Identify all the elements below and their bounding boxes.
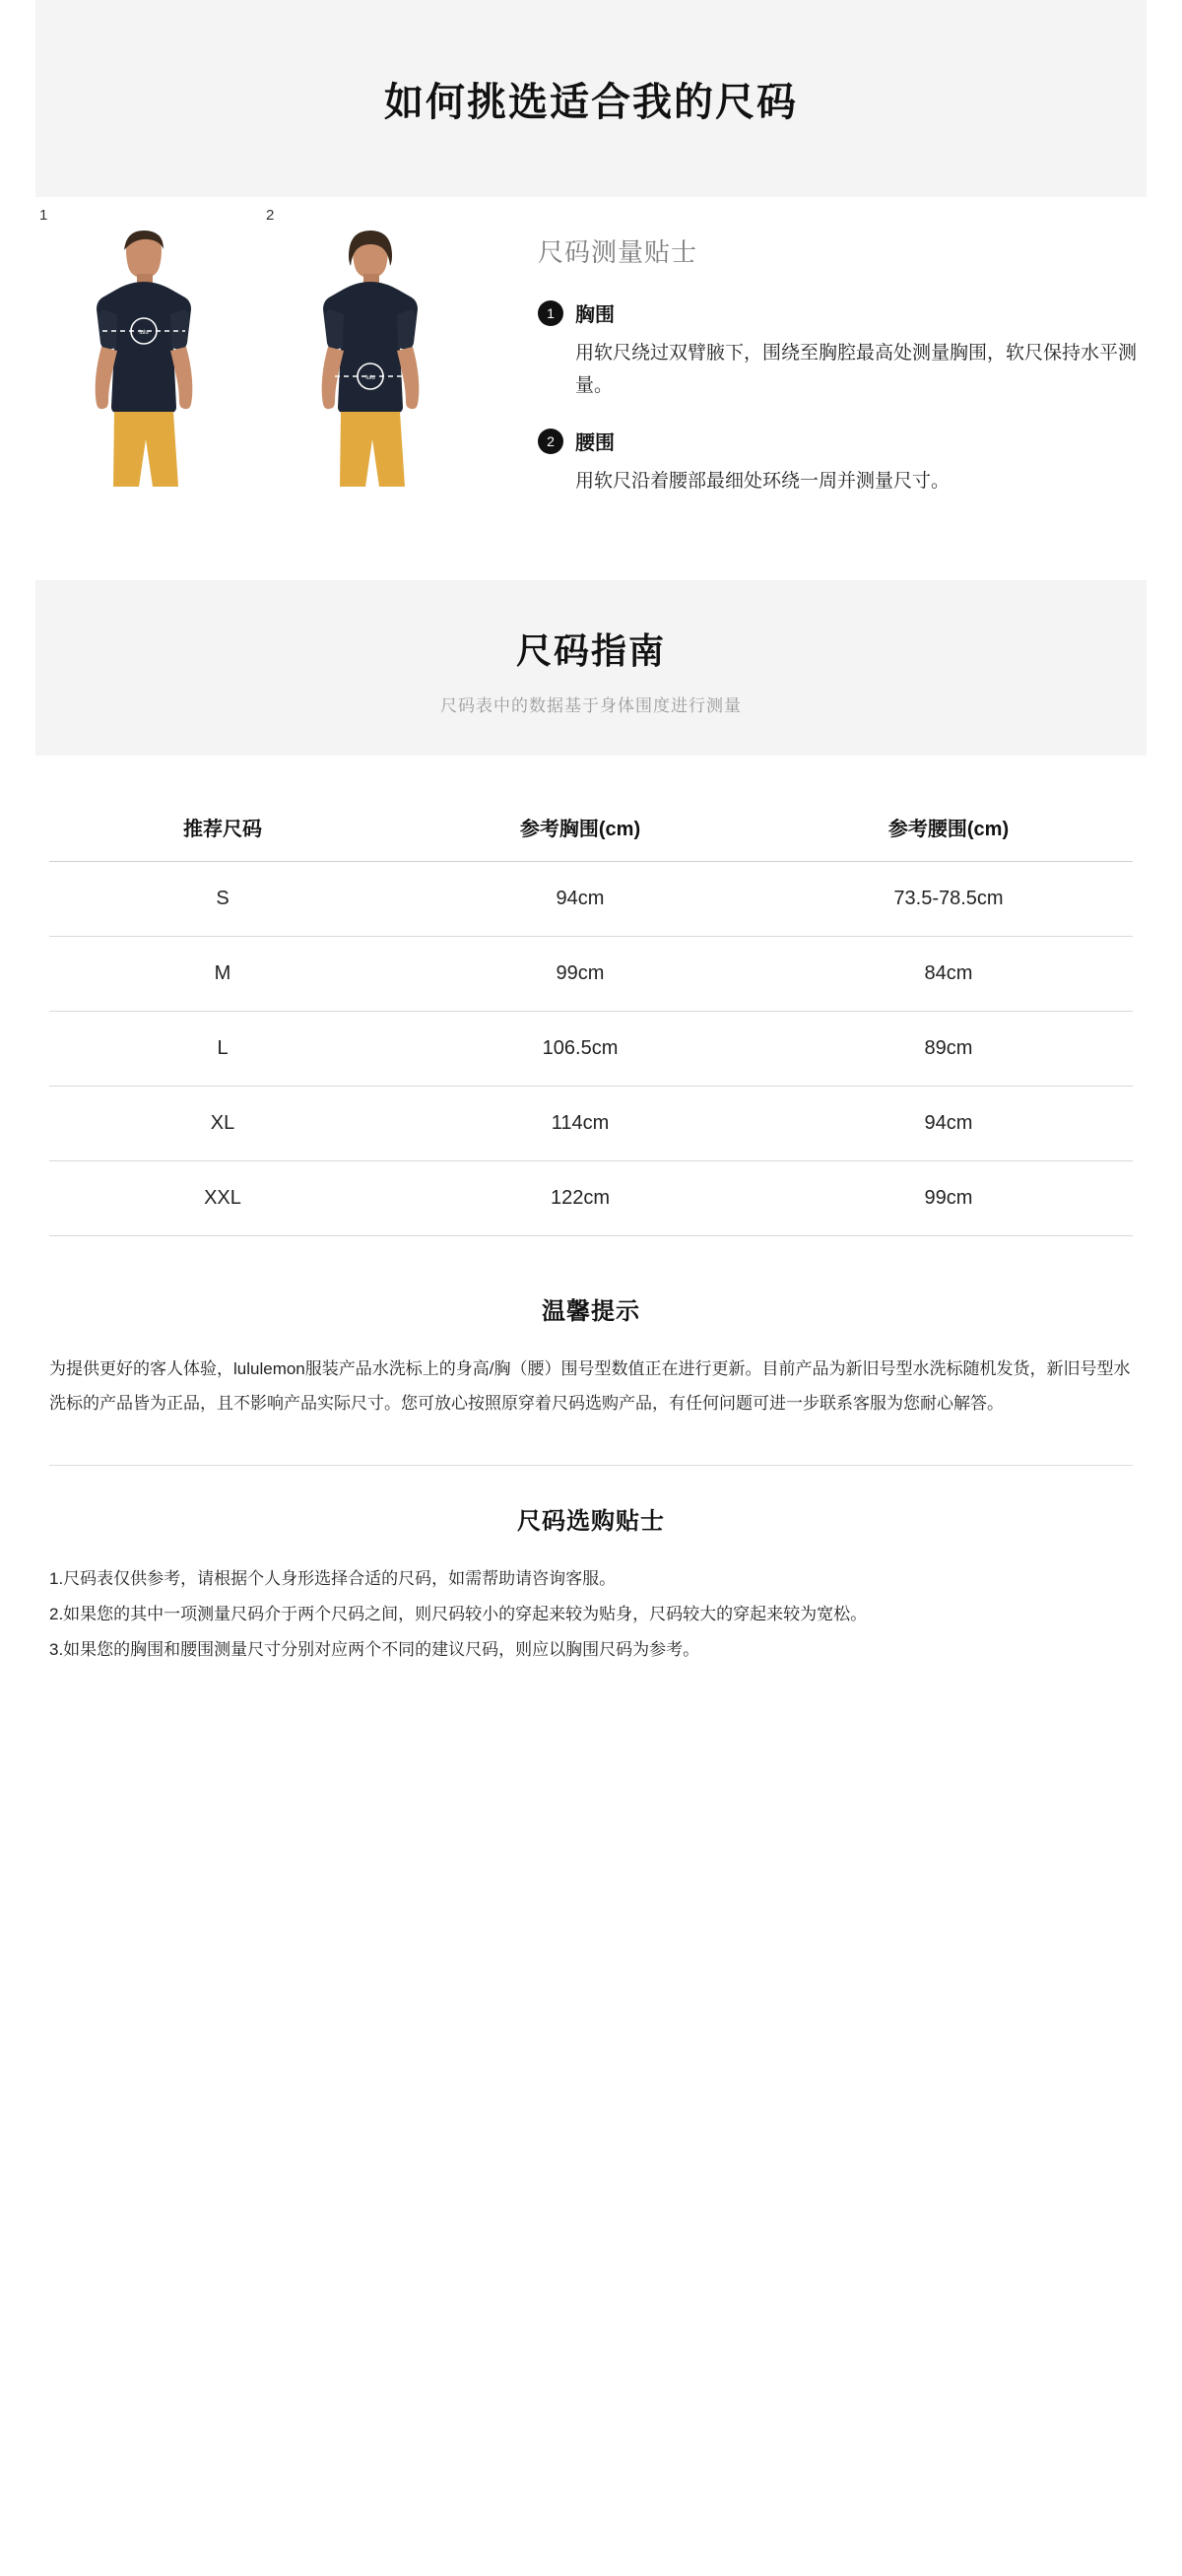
size-table <box>49 799 1133 1236</box>
buying-tip-2: 2.如果您的其中一项测量尺码介于两个尺码之间，则尺码较小的穿起来较为贴身，尺码较大的穿起来较为宽松。 <box>49 1604 868 1623</box>
buying-tips-section <box>43 1501 1139 1667</box>
cell-size: M <box>49 936 396 1011</box>
notice-text: 为提供更好的客人体验，lululemon服装产品水洗标上的身高/胸（腰）围号型数值正在进行更新。目前产品为新旧号型水洗标随机发货，新旧号型水洗标的产品皆为正品，且不影响产品实际尺寸。您可放心按照原穿着尺码选购产品，有任何问题可进一步联系客服为您耐心解答。 <box>49 1358 1131 1414</box>
notice-section <box>43 1291 1139 1421</box>
bullet-1-icon: 1 <box>538 300 563 326</box>
header-size: 推荐尺码 <box>49 799 396 862</box>
figure-gallery <box>35 207 528 491</box>
cell-chest: 122cm <box>396 1160 764 1235</box>
tip-waist-title: 腰围 <box>575 431 615 454</box>
cell-chest: 114cm <box>396 1086 764 1160</box>
cell-size: S <box>49 861 396 936</box>
tip-chest-title: 胸围 <box>575 304 615 326</box>
bottom-spacer <box>0 1667 1182 1746</box>
model-front-illustration <box>39 227 266 491</box>
section-divider <box>49 1465 1133 1466</box>
buying-tip-1: 1.尺码表仅供参考，请根据个人身形选择合适的尺码，如需帮助请咨询客服。 <box>49 1569 617 1589</box>
page-title: 如何挑选适合我的尺码 <box>384 80 798 124</box>
table-header-row <box>49 799 1133 862</box>
table-row <box>49 1160 1133 1235</box>
tip-waist-text: 用软尺沿着腰部最细处环绕一周并测量尺寸。 <box>575 470 951 492</box>
tips-text-block <box>528 215 1147 521</box>
bullet-2-icon: 2 <box>538 429 563 454</box>
cell-size: L <box>49 1011 396 1086</box>
figure-front <box>39 207 266 491</box>
size-guide-banner <box>35 580 1147 756</box>
table-row <box>49 861 1133 936</box>
table-row <box>49 1086 1133 1160</box>
size-table-wrapper <box>49 799 1133 1236</box>
table-row <box>49 1011 1133 1086</box>
cell-chest: 106.5cm <box>396 1011 764 1086</box>
measurement-tips-section <box>35 197 1147 580</box>
header-waist: 参考腰围(cm) <box>764 799 1133 862</box>
table-row <box>49 936 1133 1011</box>
size-guide-subtitle: 尺码表中的数据基于身体围度进行测量 <box>440 695 742 715</box>
hero-banner <box>35 0 1147 197</box>
header-chest: 参考胸围(cm) <box>396 799 764 862</box>
cell-waist: 99cm <box>764 1160 1133 1235</box>
buying-tip-3: 3.如果您的胸围和腰围测量尺寸分别对应两个不同的建议尺码，则应以胸围尺码为参考。 <box>49 1639 700 1659</box>
figure-front-number: 1 <box>39 207 48 224</box>
model-back-illustration <box>266 227 492 491</box>
figure-back <box>266 207 492 491</box>
cell-chest: 99cm <box>396 936 764 1011</box>
tip-chest-text: 用软尺绕过双臂腋下，围绕至胸腔最高处测量胸围，软尺保持水平测量。 <box>575 343 1138 397</box>
notice-title: 温馨提示 <box>542 1297 640 1325</box>
svg-text:lulu: lulu <box>365 375 375 381</box>
cell-size: XL <box>49 1086 396 1160</box>
cell-waist: 73.5-78.5cm <box>764 861 1133 936</box>
tip-item-waist <box>538 427 1147 497</box>
cell-chest: 94cm <box>396 861 764 936</box>
figure-back-number: 2 <box>266 207 275 224</box>
svg-text:lulu: lulu <box>139 330 149 336</box>
tip-item-chest <box>538 298 1147 403</box>
buying-tips-title: 尺码选购贴士 <box>517 1508 665 1536</box>
cell-waist: 84cm <box>764 936 1133 1011</box>
cell-waist: 89cm <box>764 1011 1133 1086</box>
tips-heading: 尺码测量贴士 <box>538 237 698 267</box>
size-guide-title: 尺码指南 <box>515 629 666 671</box>
cell-waist: 94cm <box>764 1086 1133 1160</box>
cell-size: XXL <box>49 1160 396 1235</box>
